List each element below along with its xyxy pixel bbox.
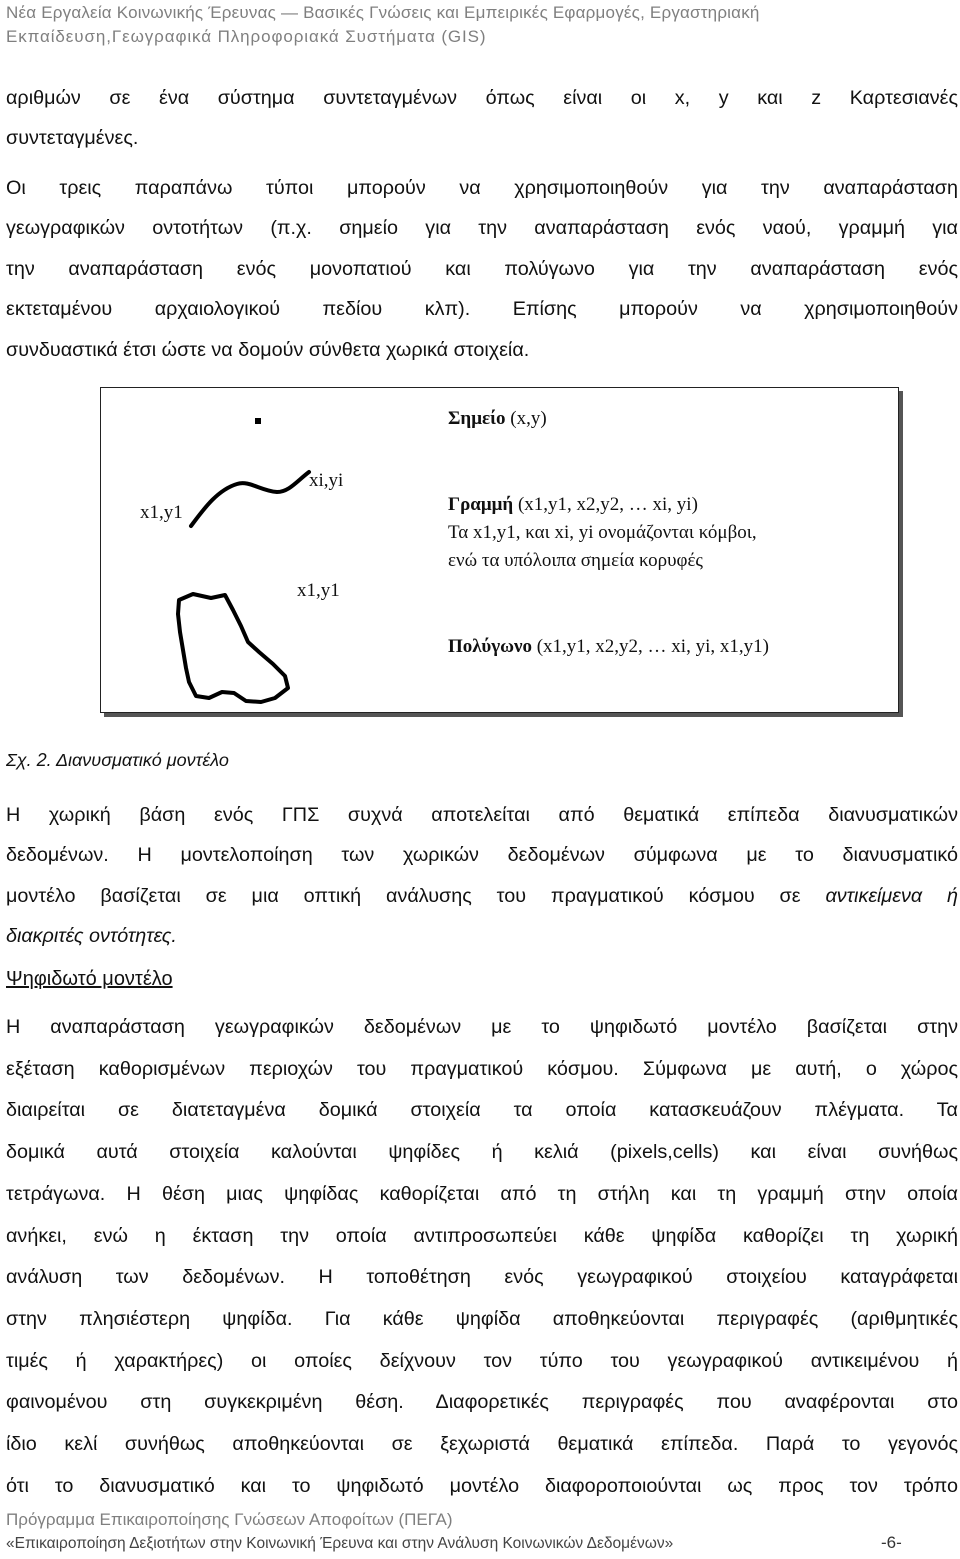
paragraph-vector-types — [6, 168, 958, 370]
text-line: τετράγωνα. Η θέση μιας ψηφίδας καθορίζεται από τη στήλη και τη γραμμή στην οποία — [6, 1182, 958, 1205]
text-line: ίδιο κελί συνήθως αποθηκεύονται σε ξεχωριστά θεματικά επίπεδα. Παρά το γεγονός — [6, 1433, 958, 1456]
vector-model-figure — [100, 387, 899, 713]
text-line: διαιρείται σε διατεταγμένα δομικά στοιχεία τα οποία κατασκευάζουν πλέγματα. Τα — [6, 1099, 958, 1122]
text-line: ανήκει, ενώ η έκταση την οποία αντιπροσωπεύει κάθε ψηφίδα καθορίζει τη χωρική — [6, 1224, 958, 1247]
polygon-label — [448, 636, 769, 658]
text-line: τιμές ή χαρακτήρες) οι οποίες δείχνουν τον τύπο του γεωγραφικού αντικειμένου ή — [6, 1349, 958, 1372]
text-line: συνδυαστικά έτσι ώστε να δομούν σύνθετα χωρικά στοιχεία. — [6, 338, 530, 361]
line-description-2: ενώ τα υπόλοιπα σημεία κορυφές — [448, 550, 703, 571]
text-line: δομικά αυτά στοιχεία καλούνται ψηφίδες ή κελιά (pixels,cells) και είναι συνήθως — [6, 1141, 958, 1164]
line-title: Γραμμή — [448, 494, 514, 515]
line-coords: (x1,y1, x2,y2, … xi, yi) — [517, 494, 698, 515]
italic-text: αντικείμενα ή — [825, 884, 959, 907]
text-line: αριθμών σε ένα σύστημα συντεταγμένων όπως είναι οι x, y και z Καρτεσιανές — [6, 87, 958, 109]
text-line: συντεταγμένες. — [6, 127, 139, 150]
point-coords: (x,y) — [510, 408, 547, 429]
polygon-coords: (x1,y1, x2,y2, … xi, yi, x1,y1) — [536, 636, 769, 657]
text-line: εκτεταμένου αρχαιολογικού πεδίου κλπ). Επίσης μπορούν να χρησιμοποιηθούν — [6, 298, 958, 321]
figure-caption: Σχ. 2. Διανυσματικό μοντέλο — [6, 750, 229, 770]
footer-program: Πρόγραμμα Επικαιροποίησης Γνώσεων Αποφοίτων (ΠΕΓΑ) — [6, 1510, 453, 1529]
header-title-line2: Εκπαίδευση,Γεωγραφικά Πληροφοριακά Συστήματα (GIS) — [6, 27, 487, 46]
page-number: -6- — [881, 1533, 902, 1552]
text-line: γεωγραφικών οντοτήτων (π.χ. σημείο για την αναπαράσταση ενός ναού, γραμμή για — [6, 217, 958, 240]
point-title: Σημείο — [448, 408, 506, 429]
text-line: εξέταση καθορισμένων περιοχών του πραγματικού κόσμου. Σύμφωνα με αυτή, ο χώρος — [6, 1057, 958, 1080]
point-label — [448, 408, 547, 430]
text-line: ότι το διανυσματικό και το ψηφιδωτό μοντέλο διαφοροποιούνται ως προς τον τρόπο — [6, 1474, 958, 1497]
text-line: Η αναπαράσταση γεωγραφικών δεδομένων με το ψηφιδωτό μοντέλο βασίζεται στην — [6, 1016, 958, 1038]
line-feature — [191, 472, 309, 526]
polygon-title: Πολύγωνο — [448, 636, 532, 657]
point-marker — [255, 418, 261, 424]
line-description-1: Τα x1,y1, και xi, yi ονομάζονται κόμβοι, — [448, 522, 757, 543]
text-line: την αναπαράσταση ενός μονοπατιού και πολύγωνο για την αναπαράσταση ενός — [6, 257, 958, 280]
polygon-feature — [178, 594, 288, 702]
text-line: Οι τρεις παραπάνω τύποι μπορούν να χρησιμοποιηθούν για την αναπαράσταση — [6, 177, 958, 199]
line-end-label: xi,yi — [309, 470, 344, 491]
line-label — [448, 494, 698, 516]
paragraph-raster-model — [6, 1007, 958, 1507]
text-line: δεδομένων. Η μοντελοποίηση των χωρικών δεδομένων σύμφωνα με το διανυσματικό — [6, 844, 958, 867]
text-segment: μοντέλο βασίζεται σε μια οπτική ανάλυσης του πραγματικού κόσμου σε — [6, 884, 801, 907]
text-line: ανάλυση των δεδομένων. Η τοποθέτηση ενός γεωγραφικού στοιχείου καταγράφεται — [6, 1266, 958, 1289]
footer-project: «Επικαιροποίηση Δεξιοτήτων στην Κοινωνική Έρευνα και στην Ανάλυση Κοινωνικών Δεδομένων» — [6, 1535, 674, 1552]
section-heading-raster: Ψηφιδωτό μοντέλο — [6, 968, 173, 990]
header-title-line1: Νέα Εργαλεία Κοινωνικής Έρευνας — Βασικές Γνώσεις και Εμπειρικές Εφαρμογές, Εργαστηριακή — [6, 3, 760, 22]
polygon-start-label: x1,y1 — [297, 580, 340, 601]
text-line: στην πλησιέστερη ψηφίδα. Για κάθε ψηφίδα αποθηκεύονται περιγραφές (αριθμητικές — [6, 1307, 958, 1330]
text-line: Η χωρική βάση ενός ΓΠΣ συχνά αποτελείται από θεματικά επίπεδα διανυσματικών — [6, 804, 958, 826]
italic-text-line: διακριτές οντότητες. — [6, 925, 177, 948]
paragraph-coordinates — [6, 78, 958, 159]
line-start-label: x1,y1 — [140, 502, 183, 523]
paragraph-vector-model — [6, 795, 958, 957]
text-line — [6, 876, 958, 916]
text-line: φαινομένου στη συγκεκριμένη θέση. Διαφορετικές περιγραφές που αναφέρονται στο — [6, 1391, 958, 1414]
